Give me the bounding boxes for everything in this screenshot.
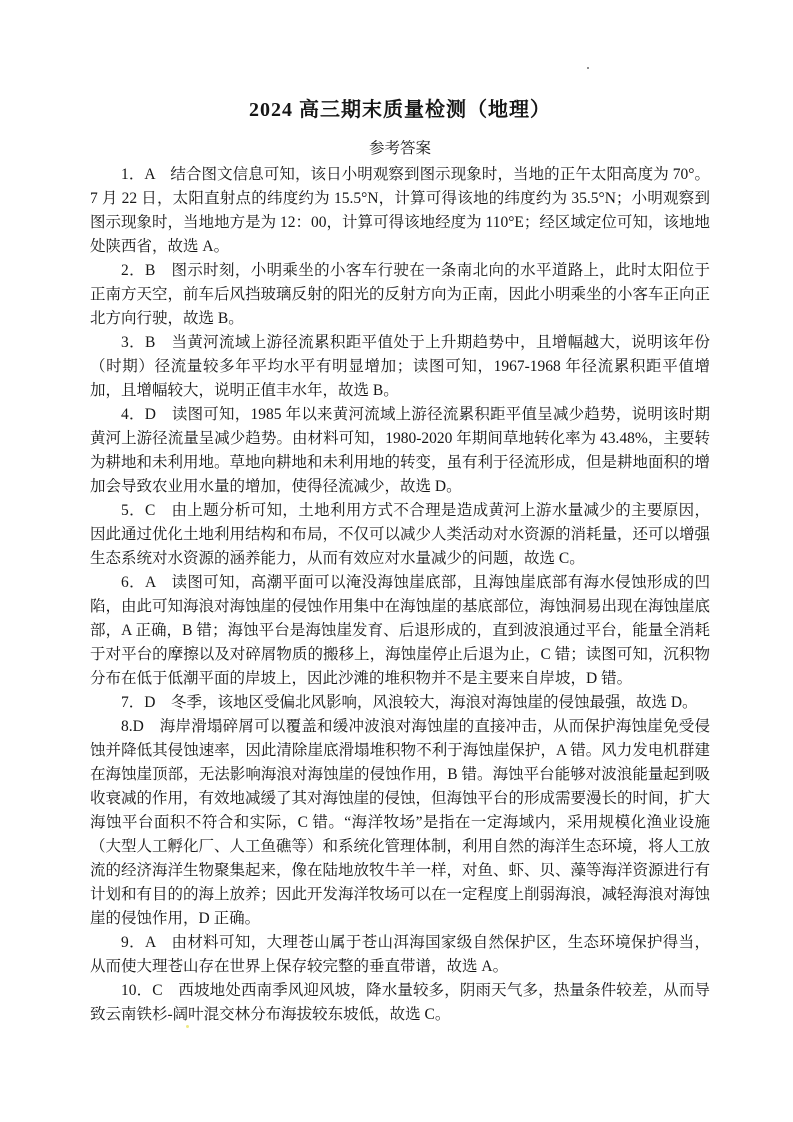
answer-paragraph-7: 7．D 冬季，该地区受偏北风影响，风浪较大，海浪对海蚀崖的侵蚀最强，故选 D。 <box>121 694 698 711</box>
document-subtitle: 参考答案 <box>368 140 431 157</box>
answer-paragraph-1: 1．A 结合图文信息可知，该日小明观察到图示现象时，当地的正午太阳高度为 70°。7 月 22 日，太阳直射点的纬度约为 15.5°N，计算可得该地的纬度约为 35.5°N；小明观察到图示现象时，当地地方是为 12：00，计算可得该地经度为 110°E；经区域定位可知，该地地处陕西省，故选 A。 <box>90 166 710 255</box>
answer-list <box>90 163 710 1027</box>
answer-paragraph-3: 3．B 当黄河流域上游径流累积距平值处于上升期趋势中，且增幅越大，说明该年份（时期）径流量较多年平均水平有明显增加；读图可知，1967-1968 年径流累积距平值增加，且增幅较大，说明正值丰水年，故选 B。 <box>90 334 710 399</box>
answer-paragraph-8: 8.D 海岸滑塌碎屑可以覆盖和缓冲波浪对海蚀崖的直接冲击，从而保护海蚀崖免受侵蚀并降低其侵蚀速率，因此清除崖底滑塌堆积物不利于海蚀崖保护，A 错。风力发电机群建在海蚀崖顶部，无法影响海浪对海蚀崖的侵蚀作用，B 错。海蚀平台能够对波浪能量起到吸收衰减的作用，有效地减缓了其对海蚀崖的侵蚀，但海蚀平台的形成需要漫长的时间，扩大海蚀平台面积不符合和实际，C 错。“海洋牧场”是指在一定海域内，采用规模化渔业设施（大型人工孵化厂、人工鱼礁等）和系统化管理体制，利用自然的海洋生态环境，将人工放流的经济海洋生物聚集起来，像在陆地放牧牛羊一样，对鱼、虾、贝、藻等海洋资源进行有计划和有目的的海上放养；因此开发海洋牧场可以在一定程度上削弱海浪，减轻海浪对海蚀崖的侵蚀作用，D 正确。 <box>90 718 711 927</box>
answer-paragraph-9: 9．A 由材料可知，大理苍山属于苍山洱海国家级自然保护区，生态环境保护得当，从而使大理苍山存在世界上保存较完整的垂直带谱，故选 A。 <box>90 934 710 975</box>
document-title: 2024 高三期末质量检测（地理） <box>249 99 551 121</box>
answer-paragraph-10: 10．C 西坡地处西南季风迎风坡，降水量较多，阴雨天气多，热量条件较差，从而导致云南铁杉-阔叶混交林分布海拔较东坡低，故选 C。 <box>90 982 710 1023</box>
answer-paragraph-6: 6．A 读图可知，高潮平面可以淹没海蚀崖底部，且海蚀崖底部有海水侵蚀形成的凹陷，由此可知海浪对海蚀崖的侵蚀作用集中在海蚀崖的基底部位，海蚀洞易出现在海蚀崖底部，A 正确，B 错；海蚀平台是海蚀崖发育、后退形成的，直到波浪通过平台，能量全消耗于对平台的摩擦以及对碎屑物质的搬移上，海蚀崖停止后退为止，C 错；读图可知，沉积物分布在低于低潮平面的岸坡上，因此沙滩的堆积物并不是主要来自岸坡，D 错。 <box>90 574 711 687</box>
answer-paragraph-4: 4．D 读图可知，1985 年以来黄河流域上游径流累积距平值呈减少趋势，说明该时期黄河上游径流量呈减少趋势。由材料可知，1980-2020 年期间草地转化率为 43.48%，主要转为耕地和未利用地。草地向耕地和未利用地的转变，虽有利于径流形成，但是耕地面积的增加会导致农业用水量的增加，使得径流减少，故选 D。 <box>90 406 711 495</box>
answer-paragraph-2: 2．B 图示时刻，小明乘坐的小客车行驶在一条南北向的水平道路上，此时太阳位于正南方天空，前车后风挡玻璃反射的阳光的反射方向为正南，因此小明乘坐的小客车正向正北方向行驶，故选 B。 <box>90 262 711 327</box>
answer-paragraph-5: 5．C 由上题分析可知，土地利用方式不合理是造成黄河上游水量减少的主要原因，因此通过优化土地利用结构和布局，不仅可以减少人类活动对水资源的消耗量，还可以增强生态系统对水资源的涵养能力，从而有效应对水量减少的问题，故选 C。 <box>90 502 711 567</box>
document-content <box>90 0 710 1027</box>
